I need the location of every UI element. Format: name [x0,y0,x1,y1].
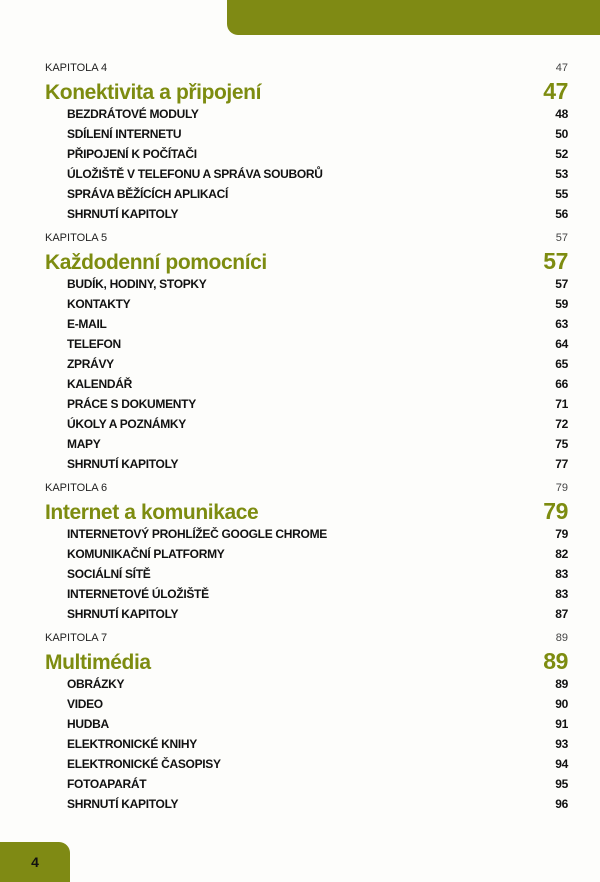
toc-entry[interactable] [45,674,568,694]
toc-entry[interactable] [45,754,568,774]
toc-entry-page: 83 [555,567,568,581]
toc-entry-page: 87 [555,607,568,621]
chapter-label-row [45,482,568,499]
table-of-contents [45,62,568,822]
chapter-label-page: 89 [555,632,568,644]
toc-entry[interactable] [45,774,568,794]
toc-entry-title: OBRÁZKY [67,677,125,691]
toc-entry[interactable] [45,604,568,624]
toc-entry-title: BEZDRÁTOVÉ MODULY [67,107,199,121]
toc-entry-page: 48 [555,107,568,121]
toc-entry-page: 89 [555,677,568,691]
chapter-section [45,632,568,814]
chapter-title-row[interactable] [45,249,568,274]
toc-entry[interactable] [45,294,568,314]
chapter-label-row [45,62,568,79]
toc-entry-page: 75 [555,437,568,451]
chapter-title-page: 89 [543,648,568,674]
chapter-label: KAPITOLA 4 [45,62,108,74]
toc-entry-title: ELEKTRONICKÉ KNIHY [67,737,197,751]
toc-entry[interactable] [45,104,568,124]
toc-entry-page: 50 [555,127,568,141]
toc-entry-page: 64 [555,337,568,351]
header-color-band [227,0,600,35]
toc-entry-page: 93 [555,737,568,751]
toc-entry-page: 94 [555,757,568,771]
toc-entry-page: 66 [555,377,568,391]
toc-entry-title: SHRNUTÍ KAPITOLY [67,797,179,811]
chapter-label: KAPITOLA 5 [45,232,108,244]
toc-entry[interactable] [45,184,568,204]
toc-entry-title: KALENDÁŘ [67,377,132,391]
toc-entry-title: ZPRÁVY [67,357,114,371]
chapter-label-page: 79 [555,482,568,494]
chapter-label-page: 57 [555,232,568,244]
toc-entry-page: 57 [555,277,568,291]
toc-entry-title: TELEFON [67,337,121,351]
toc-entry-page: 72 [555,417,568,431]
toc-entry-page: 96 [555,797,568,811]
chapter-section [45,482,568,624]
chapter-title-page: 79 [543,498,568,524]
toc-entry-title: SOCIÁLNÍ SÍTĚ [67,567,151,581]
toc-entry[interactable] [45,204,568,224]
chapter-section [45,232,568,474]
toc-entry-title: SHRNUTÍ KAPITOLY [67,607,179,621]
toc-entry-page: 56 [555,207,568,221]
toc-entry[interactable] [45,694,568,714]
toc-entry[interactable] [45,734,568,754]
toc-entry[interactable] [45,144,568,164]
toc-entry-page: 95 [555,777,568,791]
toc-entry-title: SHRNUTÍ KAPITOLY [67,457,179,471]
chapter-label-row [45,632,568,649]
chapter-section [45,62,568,224]
chapter-title-page: 47 [543,78,568,104]
chapter-title-row[interactable] [45,79,568,104]
chapter-title: Internet a komunikace [45,501,259,524]
chapter-title-row[interactable] [45,499,568,524]
chapter-title: Konektivita a připojení [45,81,262,104]
toc-entry-page: 77 [555,457,568,471]
chapter-title-row[interactable] [45,649,568,674]
page-number: 4 [31,854,39,870]
chapter-title-page: 57 [543,248,568,274]
toc-entry-page: 90 [555,697,568,711]
toc-entry-page: 79 [555,527,568,541]
toc-entry-page: 65 [555,357,568,371]
toc-entry-page: 53 [555,167,568,181]
toc-entry-title: FOTOAPARÁT [67,777,147,791]
toc-entry-title: KOMUNIKAČNÍ PLATFORMY [67,547,225,561]
toc-entry-title: INTERNETOVÝ PROHLÍŽEČ GOOGLE CHROME [67,527,327,541]
toc-entry-title: ÚKOLY A POZNÁMKY [67,417,186,431]
chapter-label: KAPITOLA 7 [45,632,108,644]
chapter-label-row [45,232,568,249]
toc-entry-page: 59 [555,297,568,311]
toc-entry[interactable] [45,714,568,734]
chapter-title: Multimédia [45,651,151,674]
toc-entry[interactable] [45,454,568,474]
toc-entry[interactable] [45,584,568,604]
toc-entry-page: 52 [555,147,568,161]
toc-entry-title: SDÍLENÍ INTERNETU [67,127,182,141]
toc-entry-page: 83 [555,587,568,601]
chapter-label-page: 47 [555,62,568,74]
page-number-tab [0,842,70,882]
toc-entry-title: MAPY [67,437,101,451]
toc-entry-title: SPRÁVA BĚŽÍCÍCH APLIKACÍ [67,187,229,201]
toc-entry-title: INTERNETOVÉ ÚLOŽIŠTĚ [67,587,209,601]
toc-entry[interactable] [45,354,568,374]
toc-entry-page: 82 [555,547,568,561]
toc-entry[interactable] [45,394,568,414]
toc-entry-title: ELEKTRONICKÉ ČASOPISY [67,757,221,771]
toc-entry[interactable] [45,274,568,294]
toc-entry[interactable] [45,164,568,184]
toc-entry[interactable] [45,374,568,394]
toc-entry[interactable] [45,434,568,454]
toc-entry[interactable] [45,314,568,334]
toc-entry-title: VIDEO [67,697,103,711]
toc-entry[interactable] [45,794,568,814]
toc-entry-title: E-MAIL [67,317,107,331]
toc-entry[interactable] [45,334,568,354]
toc-entry-title: BUDÍK, HODINY, STOPKY [67,277,207,291]
toc-entry-title: KONTAKTY [67,297,131,311]
chapter-title: Každodenní pomocníci [45,251,267,274]
toc-entry-title: SHRNUTÍ KAPITOLY [67,207,179,221]
toc-entry[interactable] [45,544,568,564]
toc-entry-page: 71 [555,397,568,411]
toc-entry[interactable] [45,564,568,584]
toc-entry-title: PŘIPOJENÍ K POČÍTAČI [67,147,197,161]
toc-entry-title: HUDBA [67,717,109,731]
toc-entry-page: 91 [555,717,568,731]
toc-entry[interactable] [45,414,568,434]
toc-entry-title: ÚLOŽIŠTĚ V TELEFONU A SPRÁVA SOUBORŮ [67,167,323,181]
toc-entry-page: 63 [555,317,568,331]
toc-entry-page: 55 [555,187,568,201]
chapter-label: KAPITOLA 6 [45,482,108,494]
toc-entry[interactable] [45,124,568,144]
toc-entry-title: PRÁCE S DOKUMENTY [67,397,196,411]
toc-entry[interactable] [45,524,568,544]
